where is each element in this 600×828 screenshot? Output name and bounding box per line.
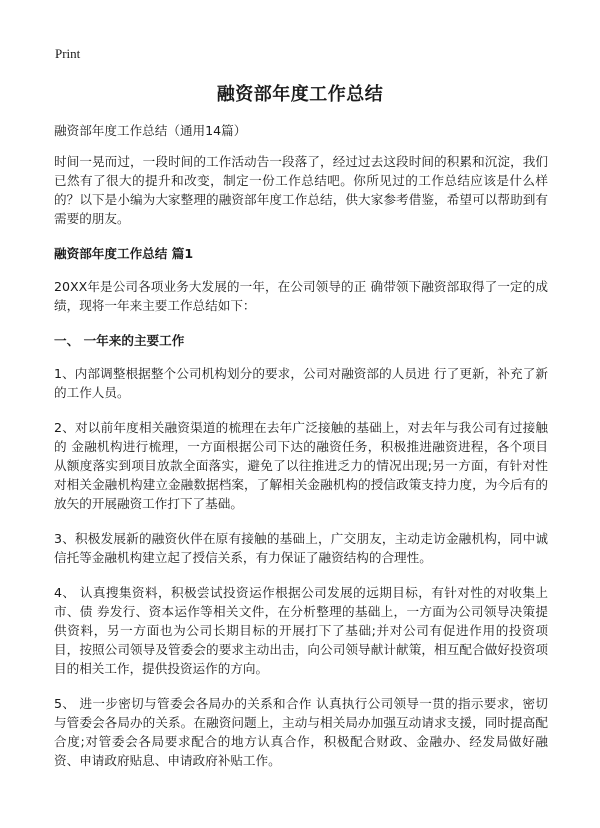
work-item-5: 5、 进一步密切与管委会各局办的关系和合作 认真执行公司领导一贯的指示要求，密切与管委会各局办的关系。在融资问题上，主动与相关局办加强互动请求支援，同时提高配合度;对管委会各局要求配合的地方认真合作，积极配合财政、金融办、经发局做好融资、申请政府贴息、申请政府补贴工作。 xyxy=(54,696,548,768)
document-body xyxy=(54,121,548,786)
article-heading: 融资部年度工作总结 篇1 xyxy=(54,246,194,261)
work-item-4: 4、 认真搜集资料，积极尝试投资运作根据公司发展的远期目标，有针对性的对收集上市、债 券发行、资本运作等相关文件，在分析整理的基础上，一方面为公司领导决策提供资料，另一方面也为公司长期目标的开展打下了基础;并对公司有促进作用的投资项目，按照公司领导及管委会的要求主动出击，向公司领导献计献策，相互配合做好投资项目的相关工作，提供投资运作的方向。 xyxy=(54,585,548,676)
work-item-3: 3、积极发展新的融资伙伴在原有接触的基础上，广交朋友，主动走访金融机构，同中诚信托等金融机构建立起了授信关系，有力保证了融资结构的合理性。 xyxy=(54,531,548,565)
section-heading: 一、 一年来的主要工作 xyxy=(54,333,185,348)
document-subtitle: 融资部年度工作总结（通用14篇） xyxy=(54,123,247,138)
work-item-1: 1、内部调整根据整个公司机构划分的要求，公司对融资部的人员进 行了更新，补充了新的工作人员。 xyxy=(54,366,548,400)
article-intro-paragraph: 20XX年是公司各项业务大发展的一年，在公司领导的正 确带领下融资部取得了一定的成绩，现将一年来主要工作总结如下： xyxy=(54,279,548,313)
page-title: 融资部年度工作总结 xyxy=(216,84,384,105)
intro-paragraph: 时间一晃而过，一段时间的工作活动告一段落了，经过过去这段时间的积累和沉淀，我们已然有了很大的提升和改变，制定一份工作总结吧。你所见过的工作总结应该是什么样的？以下是小编为大家整理的融资部年度工作总结，供大家参考借鉴，希望可以帮助到有需要的朋友。 xyxy=(54,154,548,226)
work-item-2: 2、对以前年度相关融资渠道的梳理在去年广泛接触的基础上，对去年与我公司有过接触的 金融机构进行梳理，一方面根据公司下达的融资任务，积极推进融资进程，各个项目从额度落实到项目放款全面落实，避免了以往推进乏力的情况出现;另一方面，有针对性对相关金融机构建立金融数据档案，了解相关金融机构的授信政策支持力度，为今后有的放矢的开展融资工作打下了基础。 xyxy=(54,420,548,511)
print-link[interactable]: Print xyxy=(55,46,81,61)
